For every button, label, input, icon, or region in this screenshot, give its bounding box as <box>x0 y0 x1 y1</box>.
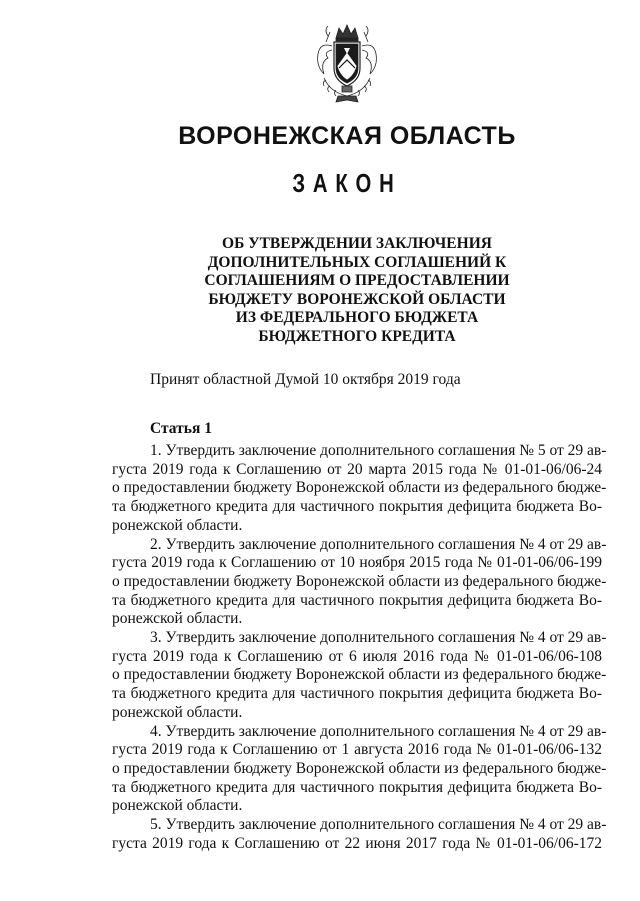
text-line: та бюджетного кредита для частичного покрытия дефицита бюджета Во- <box>112 591 602 609</box>
text-line: 4. Утвердить заключение дополнительного соглашения № 4 от 29 ав- <box>150 722 607 740</box>
article-heading: Статья 1 <box>150 420 212 437</box>
region-name: ВОРОНЕЖСКАЯ ОБЛАСТЬ <box>178 122 516 150</box>
paragraph-5 <box>112 816 607 853</box>
text-line: густа 2019 года к Соглашению от 6 июля 2016 года № 01-01-06/06-108 <box>112 647 602 665</box>
text-line: ронежской области. <box>112 516 243 534</box>
article-body <box>112 442 607 853</box>
text-line: густа 2019 года к Соглашению от 22 июня 2017 года № 01-01-06/06-172 <box>112 834 602 852</box>
text-line: о предоставлении бюджету Воронежской области из федерального бюдже- <box>112 759 607 777</box>
law-title-line: СОГЛАШЕНИЯМ О ПРЕДОСТАВЛЕНИИ <box>204 272 510 289</box>
paragraph-3 <box>112 629 607 723</box>
paragraph-1 <box>112 442 607 536</box>
text-line: та бюджетного кредита для частичного покрытия дефицита бюджета Во- <box>112 498 602 516</box>
paragraph-2 <box>112 535 607 630</box>
text-line: ронежской области. <box>112 703 243 721</box>
text-line: ронежской области. <box>112 610 243 628</box>
text-line: о предоставлении бюджету Воронежской области из федерального бюдже- <box>112 666 607 684</box>
text-line: 1. Утвердить заключение дополнительного соглашения № 5 от 29 ав- <box>150 442 607 459</box>
text-line: 5. Утвердить заключение дополнительного соглашения № 4 от 29 ав- <box>150 816 607 834</box>
text-line: густа 2019 года к Соглашению от 10 ноября 2015 года № 01-01-06/06-199 <box>112 554 602 572</box>
law-title-line: ДОПОЛНИТЕЛЬНЫХ СОГЛАШЕНИЙ К <box>207 253 507 271</box>
text-line: ронежской области. <box>112 797 243 815</box>
law-title <box>150 235 564 346</box>
text-line: густа 2019 года к Соглашению от 20 марта 2015 года № 01-01-06/06-24 <box>112 460 602 478</box>
text-line: 3. Утвердить заключение дополнительного соглашения № 4 от 29 ав- <box>150 629 607 647</box>
paragraph-4 <box>112 722 607 817</box>
adoption-note: Принят областной Думой 10 октября 2019 года <box>150 371 461 388</box>
text-line: та бюджетного кредита для частичного покрытия дефицита бюджета Во- <box>112 778 602 796</box>
document-type: ЗАКОН <box>292 168 402 198</box>
coat-of-arms-icon <box>306 22 388 108</box>
law-title-line: ИЗ ФЕДЕРАЛЬНОГО БЮДЖЕТА <box>235 309 479 326</box>
text-line: 2. Утвердить заключение дополнительного соглашения № 4 от 29 ав- <box>150 535 607 553</box>
text-line: о предоставлении бюджету Воронежской области из федерального бюдже- <box>112 479 607 497</box>
text-line: о предоставлении бюджету Воронежской области из федерального бюдже- <box>112 572 607 590</box>
text-line: густа 2019 года к Соглашению от 1 августа 2016 года № 01-01-06/06-132 <box>112 741 602 759</box>
text-line: та бюджетного кредита для частичного покрытия дефицита бюджета Во- <box>112 685 602 703</box>
law-title-line: БЮДЖЕТНОГО КРЕДИТА <box>258 327 456 345</box>
law-title-line: ОБ УТВЕРЖДЕНИИ ЗАКЛЮЧЕНИЯ <box>222 235 492 252</box>
law-title-line: БЮДЖЕТУ ВОРОНЕЖСКОЙ ОБЛАСТИ <box>208 290 506 308</box>
